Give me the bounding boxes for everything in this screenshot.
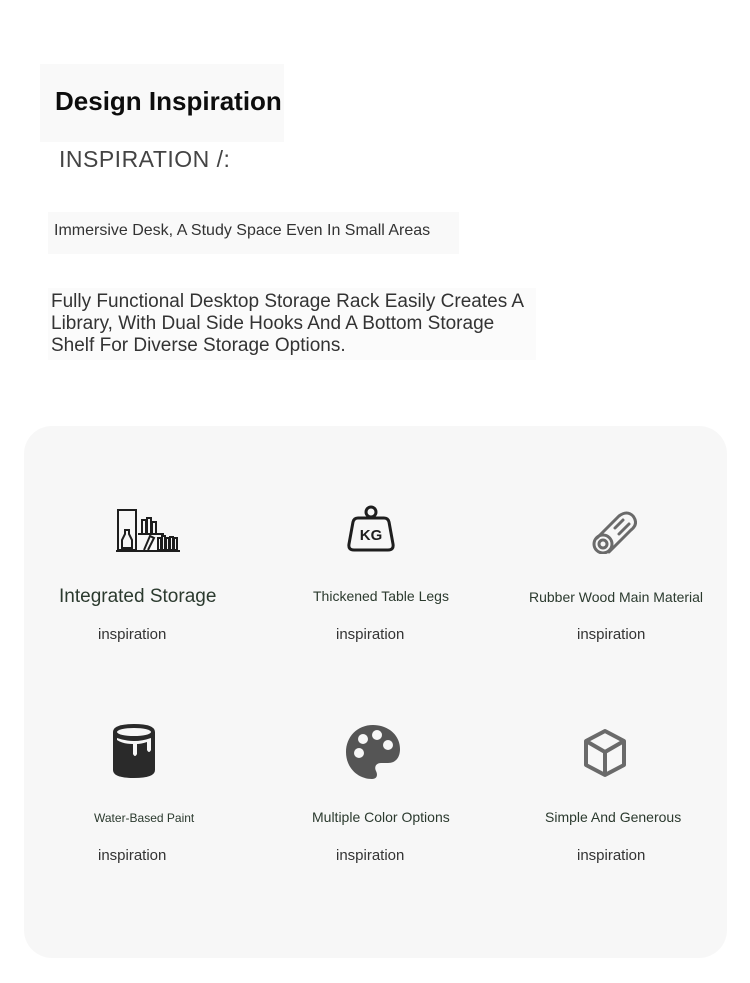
feature-sub-simple-generous: inspiration — [577, 847, 646, 864]
feature-title-rubber-wood: Rubber Wood Main Material — [529, 589, 704, 605]
page-subtitle: INSPIRATION /: — [59, 146, 231, 172]
cube-icon — [582, 728, 628, 778]
wood-log-icon — [591, 510, 637, 554]
kg-weight-icon — [346, 504, 396, 552]
page-title: Design Inspiration — [55, 86, 282, 116]
feature-title-simple-generous: Simple And Generous — [545, 809, 682, 825]
feature-sub-color-options: inspiration — [336, 847, 405, 864]
feature-sub-thickened-legs: inspiration — [336, 626, 405, 643]
feature-title-water-paint: Water-Based Paint — [94, 811, 195, 825]
bookshelf-icon — [114, 508, 182, 554]
palette-icon — [344, 723, 402, 781]
feature-title-integrated-storage: Integrated Storage — [59, 586, 217, 607]
kg-label: KG — [359, 527, 383, 544]
feature-sub-water-paint: inspiration — [98, 847, 167, 864]
paint-bucket-icon — [111, 724, 157, 778]
feature-sub-rubber-wood: inspiration — [577, 626, 646, 643]
feature-title-color-options: Multiple Color Options — [312, 809, 450, 825]
feature-title-thickened-legs: Thickened Table Legs — [313, 588, 449, 604]
description: Fully Functional Desktop Storage Rack Easily Creates A Library, With Dual Side Hooks And A Bottom Storage Shelf For Diverse Storage Options. — [51, 291, 524, 356]
tagline: Immersive Desk, A Study Space Even In Small Areas — [54, 222, 431, 239]
feature-sub-integrated-storage: inspiration — [98, 626, 167, 643]
